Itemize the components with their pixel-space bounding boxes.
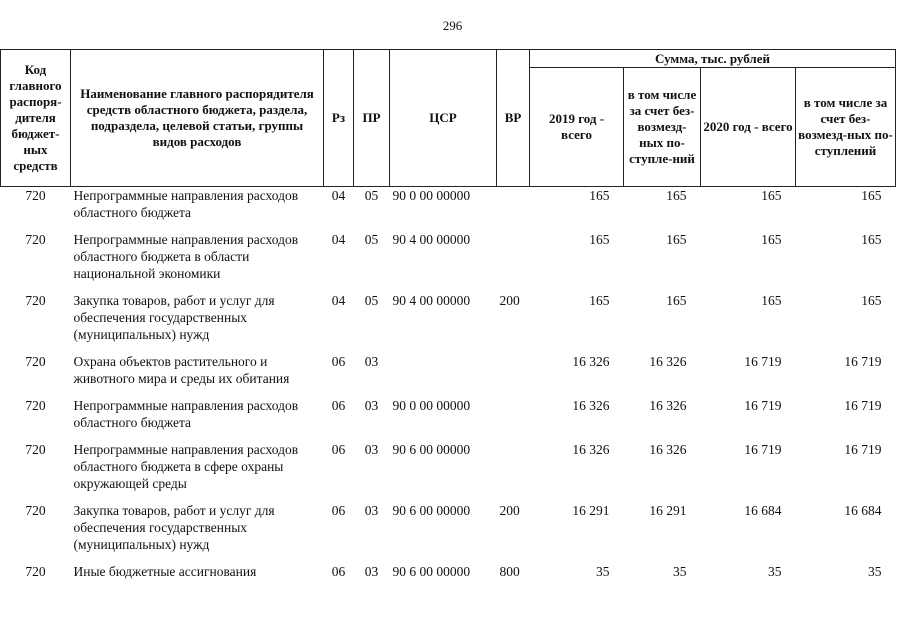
header-pr: ПР [354, 50, 390, 187]
cell-name: Непрограммные направления расходов областного бюджета [73, 398, 299, 430]
header-code: Код главного распоря-дителя бюджет-ных средств [1, 50, 71, 187]
cell-rz: 04 [331, 293, 346, 308]
cell-name: Непрограммные направления расходов областного бюджета в области национальной экономики [73, 232, 299, 281]
cell-code: 720 [25, 354, 46, 369]
table-header [1, 50, 896, 187]
cell-pr: 03 [364, 503, 379, 518]
cell-2020-free: 16 684 [844, 503, 882, 518]
cell-vr [497, 395, 530, 439]
cell-csr [390, 351, 497, 395]
cell-vr [497, 351, 530, 395]
cell-2019-free: 16 326 [649, 398, 687, 413]
header-vr: ВР [497, 50, 530, 187]
cell-2019-free: 16 326 [649, 354, 687, 369]
cell-2019-free: 165 [666, 232, 687, 247]
header-rz: Рз [324, 50, 354, 187]
cell-2020-free: 16 719 [844, 398, 882, 413]
cell-2019-total: 16 326 [572, 398, 610, 413]
cell-vr [497, 187, 530, 230]
cell-code: 720 [25, 293, 46, 308]
table-row [1, 395, 896, 439]
cell-name: Непрограммные направления расходов областного бюджета [73, 188, 299, 220]
cell-pr: 05 [364, 293, 379, 308]
cell-2019-total: 16 291 [572, 503, 610, 518]
cell-2020-free: 35 [868, 564, 882, 579]
cell-vr: 200 [499, 293, 520, 308]
cell-code: 720 [25, 564, 46, 579]
cell-rz: 06 [331, 564, 346, 579]
cell-pr: 05 [364, 232, 379, 247]
table-row [1, 351, 896, 395]
cell-name: Закупка товаров, работ и услуг для обеспечения государственных (муниципальных) нужд [73, 293, 275, 342]
cell-code: 720 [25, 398, 46, 413]
cell-name: Охрана объектов растительного и животного мира и среды их обитания [73, 354, 290, 386]
cell-2019-total: 165 [589, 293, 610, 308]
header-2019-total: 2019 год - всего [530, 68, 624, 187]
header-name: Наименование главного распорядителя средств областного бюджета, раздела, подраздела, целевой статьи, группы видов расходов [71, 50, 324, 187]
cell-code: 720 [25, 232, 46, 247]
table-body [1, 187, 896, 589]
cell-2019-total: 165 [589, 188, 610, 203]
cell-name: Иные бюджетные ассигнования [73, 564, 257, 579]
cell-code: 720 [25, 188, 46, 203]
cell-2020-total: 165 [761, 293, 782, 308]
cell-csr: 90 6 00 00000 [392, 442, 471, 457]
cell-csr: 90 4 00 00000 [392, 232, 471, 247]
cell-2020-free: 16 719 [844, 442, 882, 457]
header-sum-group: Сумма, тыс. рублей [530, 50, 896, 68]
table-row [1, 187, 896, 230]
cell-name: Закупка товаров, работ и услуг для обеспечения государственных (муниципальных) нужд [73, 503, 275, 552]
cell-pr: 03 [364, 398, 379, 413]
cell-csr: 90 4 00 00000 [392, 293, 471, 308]
cell-vr [497, 439, 530, 500]
cell-2020-total: 35 [768, 564, 782, 579]
cell-csr: 90 0 00 00000 [392, 188, 471, 203]
cell-pr: 03 [364, 442, 379, 457]
header-2019-free: в том числе за счет без-возмезд-ных по-ступле-ний [624, 68, 701, 187]
cell-2019-total: 35 [596, 564, 610, 579]
cell-rz: 04 [331, 188, 346, 203]
cell-2020-total: 16 719 [744, 398, 782, 413]
table-row [1, 229, 896, 290]
cell-2020-total: 16 719 [744, 354, 782, 369]
cell-2019-free: 165 [666, 293, 687, 308]
cell-csr: 90 6 00 00000 [392, 503, 471, 518]
cell-2020-total: 165 [761, 188, 782, 203]
header-2020-total: 2020 год - всего [701, 68, 796, 187]
page-number: 296 [442, 18, 463, 33]
cell-csr: 90 0 00 00000 [392, 398, 471, 413]
cell-2020-free: 16 719 [844, 354, 882, 369]
table-row [1, 500, 896, 561]
cell-2019-total: 16 326 [572, 442, 610, 457]
cell-vr: 200 [499, 503, 520, 518]
cell-pr: 03 [364, 564, 379, 579]
cell-2020-total: 16 719 [744, 442, 782, 457]
cell-pr: 03 [364, 354, 379, 369]
table-row [1, 290, 896, 351]
cell-2019-free: 16 326 [649, 442, 687, 457]
cell-rz: 06 [331, 398, 346, 413]
cell-rz: 06 [331, 442, 346, 457]
cell-2019-total: 16 326 [572, 354, 610, 369]
cell-pr: 05 [364, 188, 379, 203]
cell-2019-total: 165 [589, 232, 610, 247]
cell-2019-free: 35 [673, 564, 687, 579]
cell-name: Непрограммные направления расходов областного бюджета в сфере охраны окружающей среды [73, 442, 299, 491]
table-row [1, 439, 896, 500]
cell-code: 720 [25, 503, 46, 518]
cell-2019-free: 16 291 [649, 503, 687, 518]
cell-rz: 04 [331, 232, 346, 247]
cell-rz: 06 [331, 354, 346, 369]
cell-csr: 90 6 00 00000 [392, 564, 471, 579]
cell-vr: 800 [499, 564, 520, 579]
cell-2020-free: 165 [861, 232, 882, 247]
header-2020-free: в том числе за счет без-возмезд-ных по-ступлений [796, 68, 896, 187]
table-row [1, 561, 896, 588]
header-csr: ЦСР [390, 50, 497, 187]
cell-2020-total: 165 [761, 232, 782, 247]
cell-vr [497, 229, 530, 290]
cell-code: 720 [25, 442, 46, 457]
cell-2019-free: 165 [666, 188, 687, 203]
cell-2020-free: 165 [861, 188, 882, 203]
cell-2020-total: 16 684 [744, 503, 782, 518]
cell-2020-free: 165 [861, 293, 882, 308]
cell-rz: 06 [331, 503, 346, 518]
budget-table [0, 49, 896, 588]
